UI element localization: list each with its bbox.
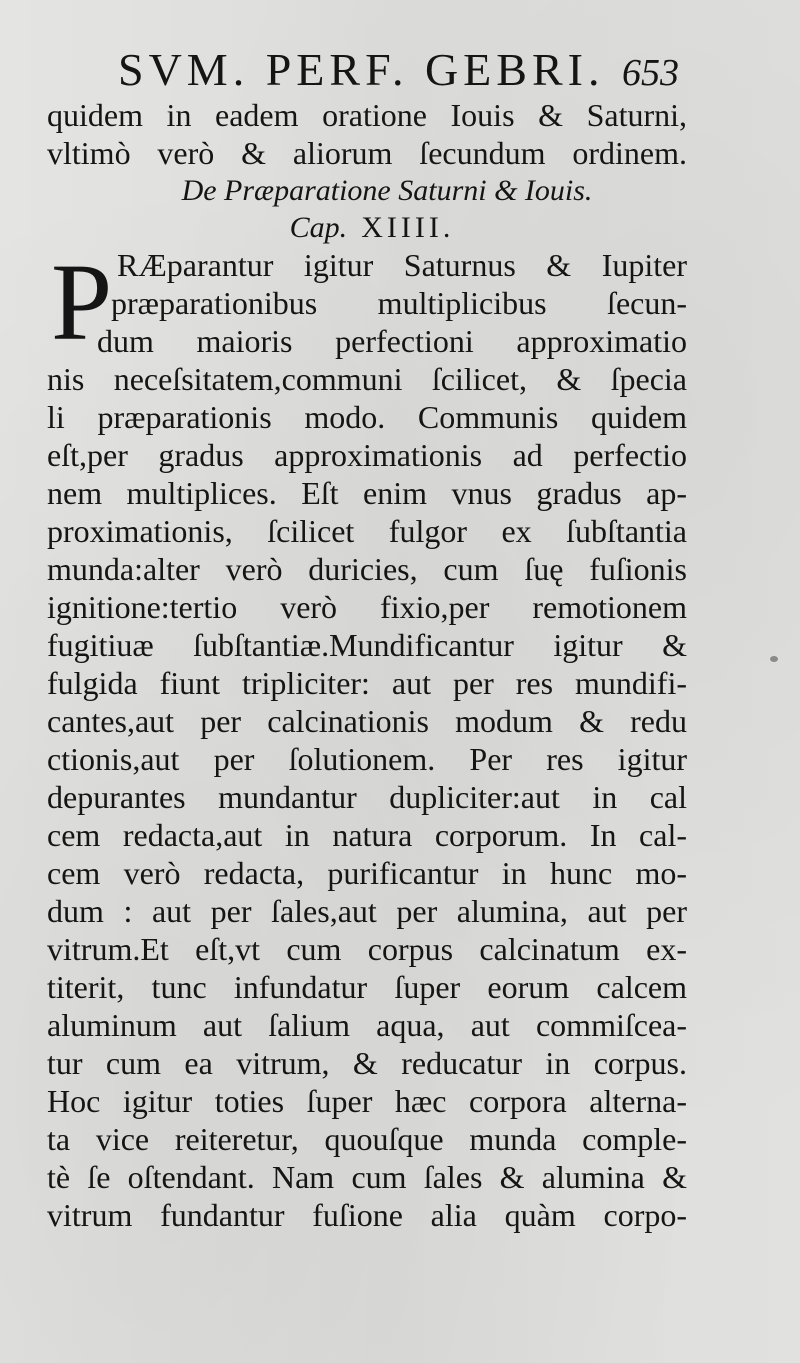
text-line: fulgida fiunt tripliciter: aut per res mundifi- <box>47 665 687 701</box>
text-line: munda:alter verò duricies, cum ſuę fuſionis <box>47 551 687 587</box>
text-line: RÆparantur igitur Saturnus & Iupiter <box>117 247 687 283</box>
opening-paragraph <box>47 241 687 363</box>
drop-cap: P <box>51 241 113 363</box>
text-line: dum : aut per ſales,aut per alumina, aut per <box>47 893 687 929</box>
text-line: vitrum fundantur fuſione alia quàm corpo- <box>47 1197 687 1233</box>
text-line: Hoc igitur toties ſuper hæc corpora alterna- <box>47 1083 687 1119</box>
chapter-label: Cap. <box>289 211 348 244</box>
text-line: titerit, tunc infundatur ſuper eorum calcem <box>47 969 687 1005</box>
text-line: fugitiuæ ſubſtantiæ.Mundificantur igitur & <box>47 627 687 663</box>
text-line: ctionis,aut per ſolutionem. Per res igitur <box>47 741 687 777</box>
section-title: De Præparatione Saturni & Iouis. <box>181 174 593 207</box>
text-line: tè ſe oſtendant. Nam cum ſales & alumina & <box>47 1159 687 1195</box>
text-line: tur cum ea vitrum, & reducatur in corpus. <box>47 1045 687 1081</box>
body-text <box>47 96 687 1234</box>
text-line: nis neceſsitatem,communi ſcilicet, & ſpecia <box>47 361 687 397</box>
text-line: proximationis, ſcilicet fulgor ex ſubſtantia <box>47 513 687 549</box>
text-line: quidem in eadem oratione Iouis & Saturni, <box>47 97 687 133</box>
text-line: dum maioris perfectioni approximatio <box>97 323 687 359</box>
text-line: eſt,per gradus approximationis ad perfectio <box>47 437 687 473</box>
text-line: aluminum aut ſalium aqua, aut commiſcea- <box>47 1007 687 1043</box>
text-line: cantes,aut per calcinationis modum & redu <box>47 703 687 739</box>
text-line: præparationibus multiplicibus ſecun- <box>111 285 687 321</box>
ink-speck <box>770 656 778 662</box>
text-line: vitrum.Et eſt,vt cum corpus calcinatum ex- <box>47 931 687 967</box>
text-line: li præparationis modo. Communis quidem <box>47 399 687 435</box>
text-line: ta vice reiteretur, quouſque munda comple- <box>47 1121 687 1157</box>
running-head: SVM. PERF. GEBRI. <box>118 44 605 95</box>
text-line: nem multiplices. Eſt enim vnus gradus ap- <box>47 475 687 511</box>
text-line: ignitione:tertio verò fixio,per remotionem <box>47 589 687 625</box>
text-line: cem verò redacta, purificantur in hunc mo- <box>47 855 687 891</box>
text-line: cem redacta,aut in natura corporum. In cal- <box>47 817 687 853</box>
page-number: 653 <box>622 52 679 94</box>
text-line: depurantes mundantur dupliciter:aut in cal <box>47 779 687 815</box>
chapter-number: XIIII. <box>361 211 455 244</box>
chapter-heading <box>47 210 687 246</box>
page-header <box>0 38 800 98</box>
text-line: vltimò verò & aliorum ſecundum ordinem. <box>47 135 687 171</box>
